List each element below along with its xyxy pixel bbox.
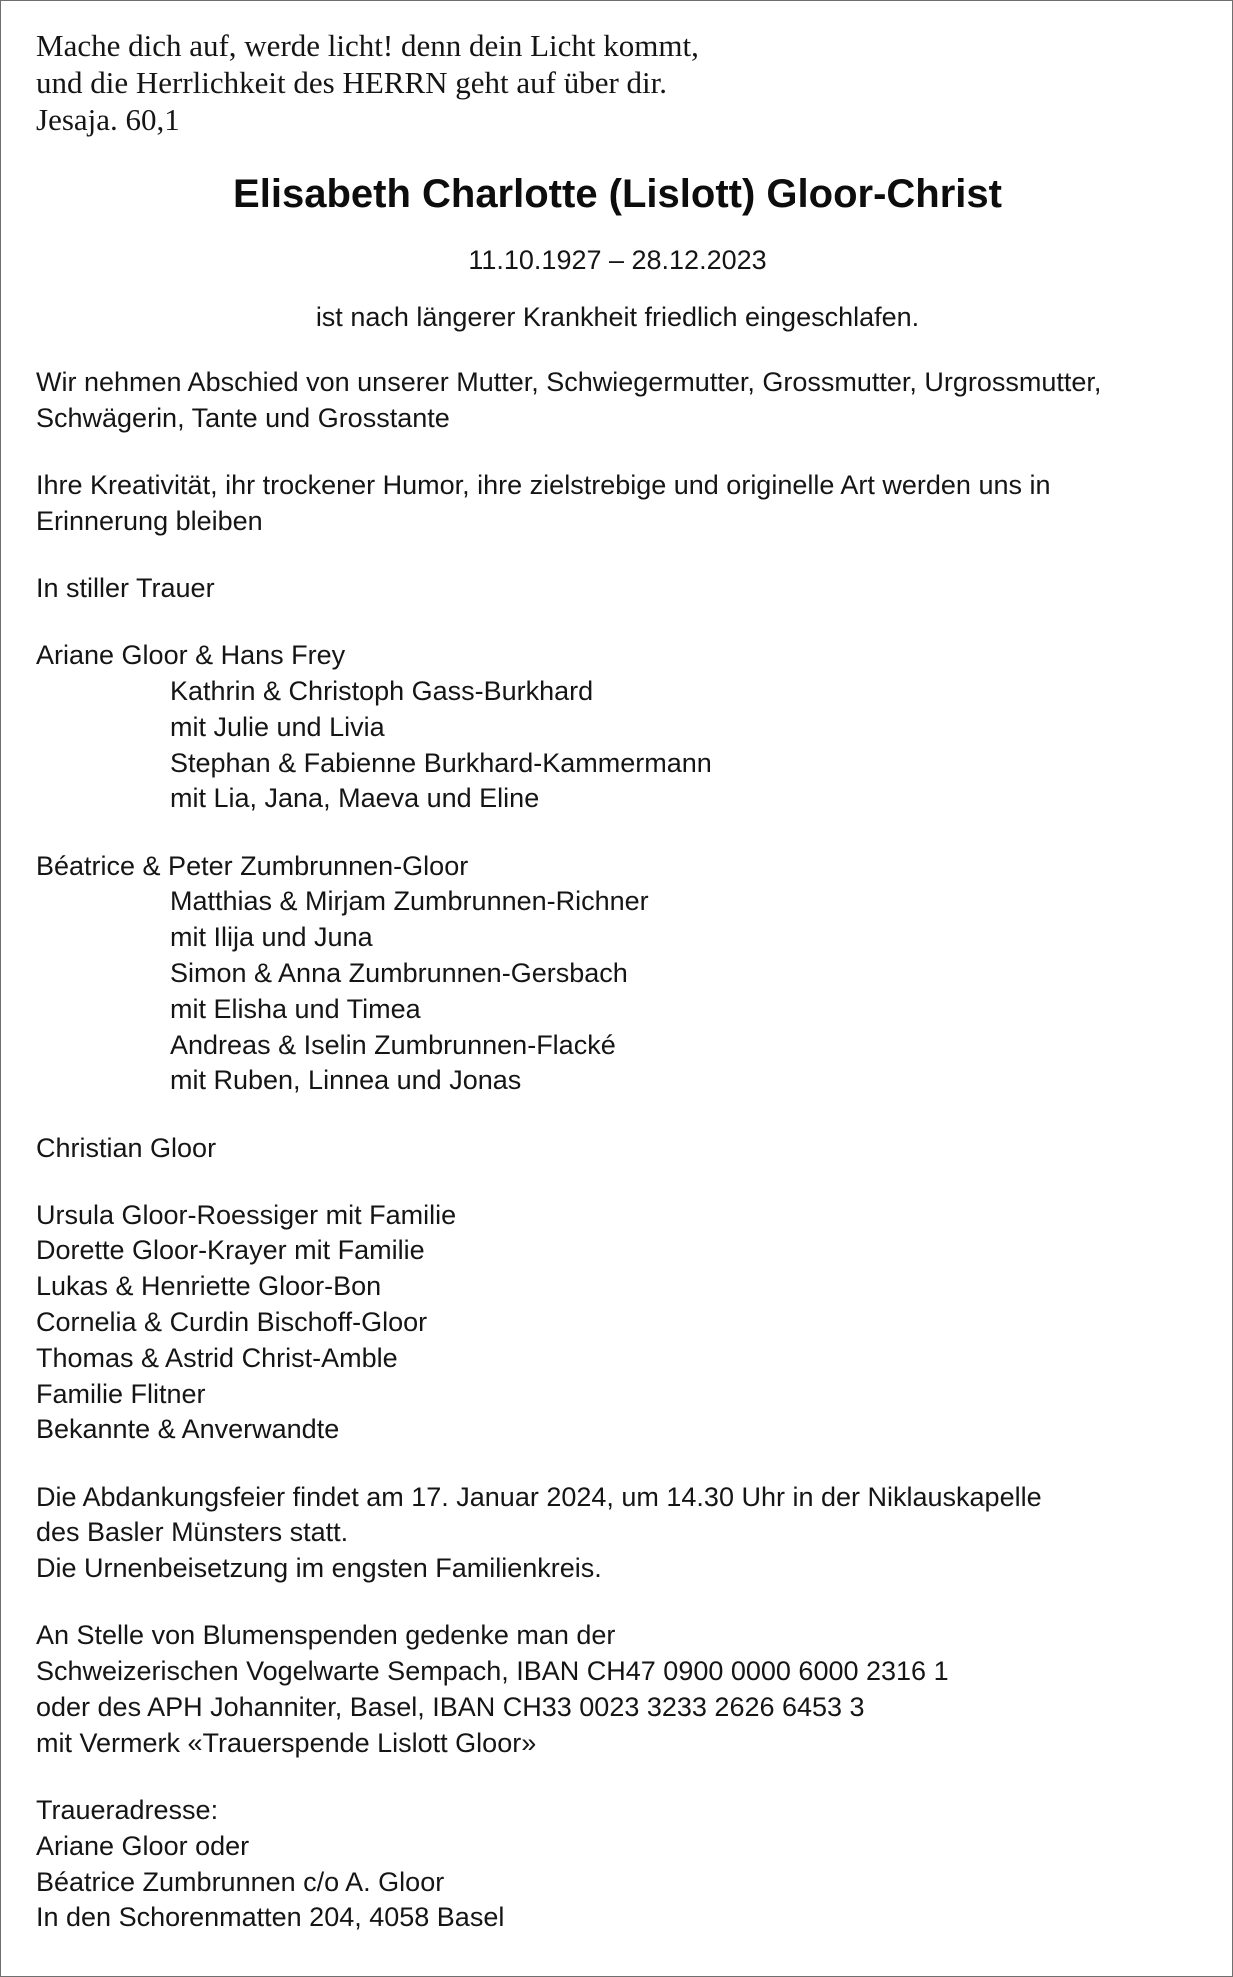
address-line: Béatrice Zumbrunnen c/o A. Gloor — [36, 1866, 445, 1897]
farewell-line: Schwägerin, Tante und Grosstante — [36, 402, 450, 433]
life-dates: 11.10.1927 – 28.12.2023 — [468, 245, 767, 275]
family-head: Christian Gloor — [36, 1132, 217, 1163]
donation-line: mit Vermerk «Trauerspende Lislott Gloor» — [36, 1727, 537, 1758]
family-head: Ariane Gloor & Hans Frey — [36, 640, 346, 671]
relative-entry: Bekannte & Anverwandte — [36, 1414, 340, 1445]
family-head: Béatrice & Peter Zumbrunnen-Gloor — [36, 850, 469, 881]
family-member: mit Julie und Livia — [170, 711, 385, 742]
family-member: Matthias & Mirjam Zumbrunnen-Richner — [170, 886, 649, 917]
family-member: Simon & Anna Zumbrunnen-Gersbach — [170, 957, 628, 988]
address-line: In den Schorenmatten 204, 4058 Basel — [36, 1902, 505, 1933]
relative-entry: Cornelia & Curdin Bischoff-Gloor — [36, 1307, 428, 1338]
ceremony-line: Die Urnenbeisetzung im engsten Familienkreis. — [36, 1553, 602, 1584]
intro-text: ist nach längerer Krankheit friedlich eingeschlafen. — [315, 302, 920, 332]
relative-entry: Dorette Gloor-Krayer mit Familie — [36, 1235, 425, 1266]
ceremony-line: des Basler Münsters statt. — [36, 1517, 349, 1548]
address-line: Ariane Gloor oder — [36, 1830, 250, 1861]
tribute-line: Erinnerung bleiben — [36, 505, 263, 536]
deceased-name: Elisabeth Charlotte (Lislott) Gloor-Christ — [233, 172, 1002, 216]
family-member: Andreas & Iselin Zumbrunnen-Flacké — [170, 1029, 616, 1060]
family-group — [36, 1131, 1216, 1167]
relative-entry: Thomas & Astrid Christ-Amble — [36, 1342, 398, 1373]
relatives-list — [36, 1198, 1216, 1449]
family-member: mit Lia, Jana, Maeva und Eline — [170, 783, 540, 814]
relative-entry: Ursula Gloor-Roessiger mit Familie — [36, 1199, 457, 1230]
family-member: mit Ilija und Juna — [170, 922, 373, 953]
family-group — [36, 638, 1216, 817]
family-member: Kathrin & Christoph Gass-Burkhard — [170, 675, 594, 706]
bible-verse — [36, 27, 699, 138]
family-member: mit Elisha und Timea — [170, 993, 421, 1024]
family-member: Stephan & Fabienne Burkhard-Kammermann — [170, 747, 712, 778]
relative-entry: Familie Flitner — [36, 1378, 206, 1409]
tribute-line: Ihre Kreativität, ihr trockener Humor, ihre zielstrebige und originelle Art werden uns in — [36, 469, 1051, 500]
notice-body — [36, 365, 1216, 1936]
donation-info — [36, 1618, 1216, 1761]
donation-line: oder des APH Johanniter, Basel, IBAN CH33 0023 3233 2626 6453 3 — [36, 1692, 865, 1723]
mourning-address — [36, 1793, 1216, 1936]
donation-line: Schweizerischen Vogelwarte Sempach, IBAN CH47 0900 0000 6000 2316 1 — [36, 1656, 949, 1687]
relative-entry: Lukas & Henriette Gloor-Bon — [36, 1271, 382, 1302]
ceremony-info — [36, 1480, 1216, 1587]
verse-line: und die Herrlichkeit des HERRN geht auf über dir. — [36, 65, 668, 100]
farewell-line: Wir nehmen Abschied von unserer Mutter, Schwiegermutter, Grossmutter, Urgrossmutter, — [36, 367, 1102, 397]
ceremony-line: Die Abdankungsfeier findet am 17. Januar 2024, um 14.30 Uhr in der Niklauskapelle — [36, 1481, 1042, 1512]
address-label: Traueradresse: — [36, 1795, 219, 1826]
verse-reference: Jesaja. 60,1 — [36, 102, 180, 137]
donation-line: An Stelle von Blumenspenden gedenke man der — [36, 1620, 616, 1651]
family-member: mit Ruben, Linnea und Jonas — [170, 1065, 522, 1096]
family-group — [36, 849, 1216, 1100]
verse-line: Mache dich auf, werde licht! denn dein Licht kommt, — [36, 28, 699, 63]
mourning-heading: In stiller Trauer — [36, 572, 215, 603]
